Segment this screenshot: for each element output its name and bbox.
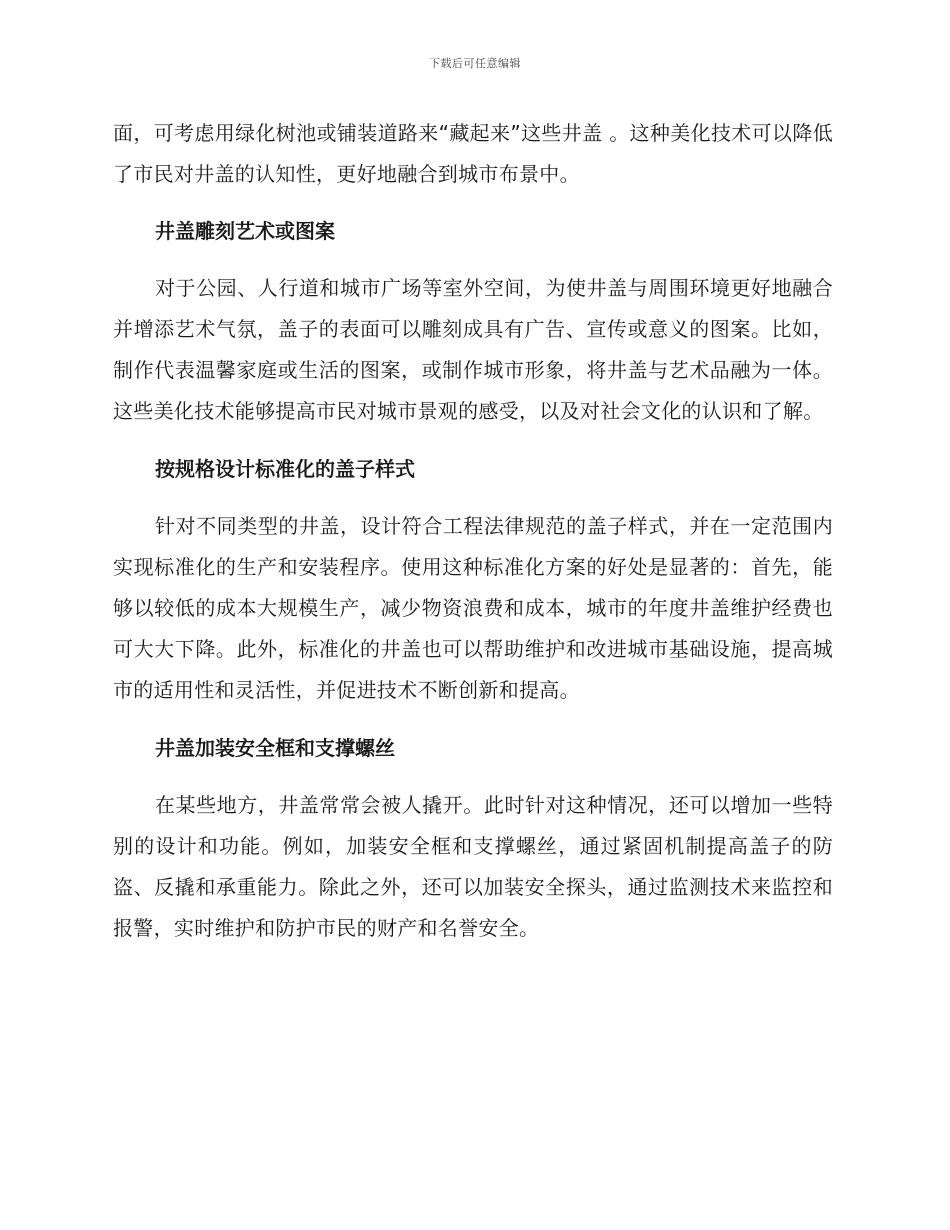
section-heading-standardization: 按规格设计标准化的盖子样式 bbox=[155, 457, 415, 481]
section-paragraph-safety-frame: 在某些地方，井盖常常会被人撬开。此时针对这种情况，还可以增加一些特别的设计和功能。例如，加装安全框和支撑螺丝，通过紧固机制提高盖子的防盗、反撬和承重能力。除此之外，还可以加装安全探头，通过监测技术来监控和报警，实时维护和防护市民的财产和名誉安全。 bbox=[113, 793, 833, 940]
section-heading-carving: 井盖雕刻艺术或图案 bbox=[155, 219, 335, 243]
intro-paragraph: 面，可考虑用绿化树池或铺装道路来“藏起来”这些井盖 。这种美化技术可以降低了市民对井盖的认知性，更好地融合到城市布景中。 bbox=[113, 121, 833, 186]
spacer bbox=[113, 195, 833, 211]
spacer bbox=[113, 711, 833, 728]
spacer bbox=[113, 769, 833, 785]
spacer bbox=[113, 490, 833, 506]
section-heading-safety-frame: 井盖加装安全框和支撑螺丝 bbox=[155, 736, 395, 760]
section-paragraph-standardization: 针对不同类型的井盖，设计符合工程法律规范的盖子样式，并在一定范围内实现标准化的生产和安装程序。使用这种标准化方案的好处是显著的：首先，能够以较低的成本大规模生产，减少物资浪费和成本，城市的年度井盖维护经费也可大大下降。此外，标准化的井盖也可以帮助维护和改进城市基础设施，提高城市的适用性和灵活性，并促进技术不断创新和提高。 bbox=[113, 514, 833, 702]
document-body bbox=[113, 113, 833, 949]
page-header-note: 下载后可任意编辑 bbox=[429, 57, 521, 70]
spacer bbox=[113, 432, 833, 449]
spacer bbox=[113, 252, 833, 268]
section-paragraph-carving: 对于公园、人行道和城市广场等室外空间，为使井盖与周围环境更好地融合并增添艺术气氛，盖子的表面可以雕刻成具有广告、宣传或意义的图案。比如，制作代表温馨家庭或生活的图案，或制作城市形象，将井盖与艺术品融为一体。这些美化技术能够提高市民对城市景观的感受，以及对社会文化的认识和了解。 bbox=[113, 276, 833, 423]
